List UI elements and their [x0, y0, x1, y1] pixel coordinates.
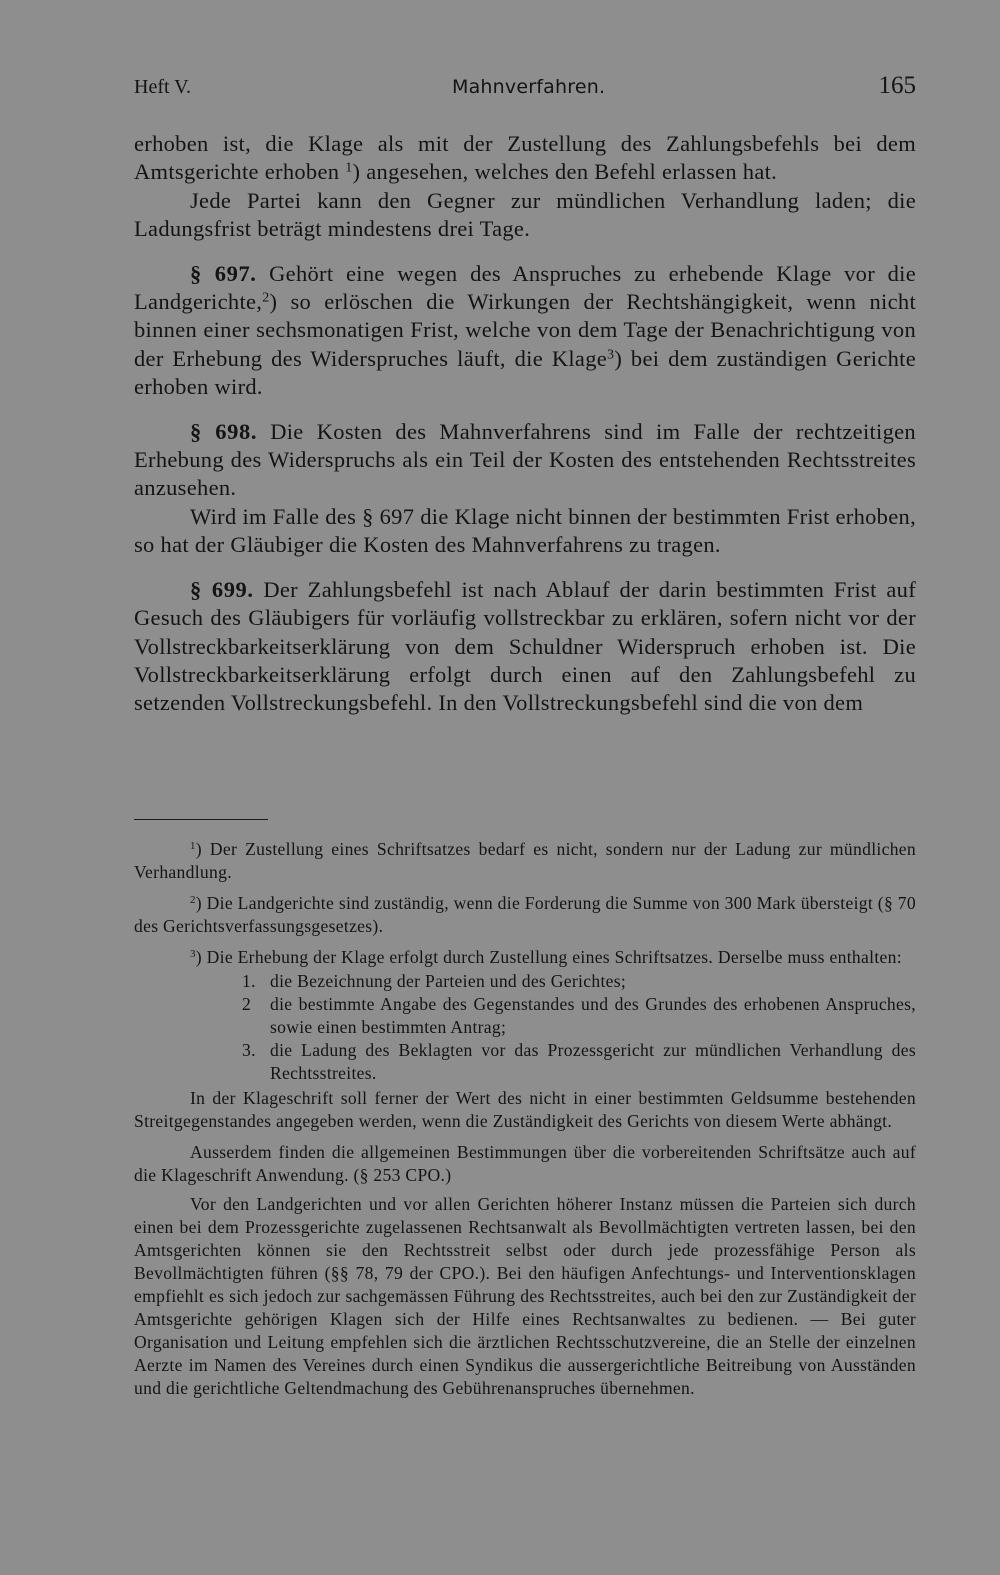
- paragraph: erhoben ist, die Klage als mit der Zustellung des Zahlungsbefehls bei dem Amtsgerichte erhoben $^1$) angesehen, welches den Befehl erlassen hat.: [134, 131, 916, 185]
- header-title: Mahnverfahren.: [452, 76, 606, 98]
- header-issue: Heft V.: [134, 76, 192, 98]
- list-item: 2 die bestimmte Angabe des Gegenstandes und des Grundes des erhobenen Anspruches, sowie einen bestimmten Antrag;: [242, 994, 916, 1037]
- list-item: 3. die Ladung des Beklagten vor das Prozessgericht zur mündlichen Verhandlung des Rechtsstreites.: [242, 1040, 916, 1083]
- footnote-paragraph: In der Klageschrift soll ferner der Wert des nicht in einer bestimmten Geldsumme bestehenden Streitgegenstandes angegeben werden, wenn die Zuständigkeit des Gerichts von diesem Werte abhängt.: [134, 1088, 916, 1131]
- footnote-3: $^3$) Die Erhebung der Klage erfolgt durch Zustellung eines Schriftsatzes. Derselbe muss enthalten:: [190, 947, 902, 967]
- footnote-ref: 3: [607, 347, 615, 363]
- footnote-ref: 2: [262, 290, 270, 306]
- section-698: § 698. Die Kosten des Mahnverfahrens sind im Falle der rechtzeitigen Erhebung des Widerspruchs als ein Teil der Kosten des entstehenden Rechtsstreites anzusehen.: [134, 418, 916, 501]
- section-number: § 699.: [190, 576, 254, 602]
- running-header: [134, 72, 916, 104]
- section-697: § 697. Gehört eine wegen des Anspruches zu erhebende Klage vor die Landgerichte,$^2$) so erlöschen die Wirkungen der Rechtshängigkeit, wenn nicht binnen einer sechsmonatigen Frist, welche von dem Tage der Benachrichtigung von der Erhebung des Widerspruches läuft, die Klage$^3$) bei dem zuständigen Gerichte erhoben wird.: [134, 260, 916, 400]
- paragraph: Jede Partei kann den Gegner zur mündlichen Verhandlung laden; die Ladungsfrist beträgt mindestens drei Tage.: [134, 187, 916, 242]
- section-699: § 699. Der Zahlungsbefehl ist nach Ablauf der darin bestimmten Frist auf Gesuch des Gläubigers für vorläufig vollstreckbar zu erklären, sofern nicht vor der Vollstreckbarkeitserklärung von dem Schuldner Widerspruch erhoben ist. Die Vollstreckbarkeitserklärung erfolgt durch einen auf den Zahlungsbefehl zu setzenden Vollstreckungsbefehl. In den Vollstreckungsbefehl sind die von dem: [134, 576, 916, 716]
- section-number: § 697.: [190, 260, 257, 286]
- footnote-2: $^2$) Die Landgerichte sind zuständig, wenn die Forderung die Summe von 300 Mark übersteigt (§ 70 des Gerichtsverfassungsgesetzes).: [134, 893, 916, 936]
- footnotes: [134, 838, 916, 1400]
- footnote-list: [134, 970, 916, 1085]
- footnote-paragraph: Vor den Landgerichten und vor allen Gerichten höherer Instanz müssen die Parteien sich durch einen bei dem Prozessgerichte zugelassenen Rechtsanwalt als Bevollmächtigten vertreten lassen, bei den Amtsgerichten können sie den Rechtsstreit selbst oder durch jede prozessfähige Person als Bevollmächtigten führen (§§ 78, 79 der CPO.). Bei den häufigen Anfechtungs- und Interventionsklagen empfiehlt es sich jedoch zur sachgemässen Führung des Rechtsstreites, auch bei den zur Zuständigkeit der Amtsgerichte gehörigen Klagen sich der Hilfe eines Rechtsanwaltes zu bedienen. — Bei guter Organisation und Leitung empfehlen sich die ärztlichen Rechtsschutzvereine, die an Stelle der einzelnen Aerzte im Namen des Vereines durch einen Syndikus die aussergerichtliche Beitreibung von Ausständen und die gerichtliche Geltendmachung des Gebührenanspruches übernehmen.: [134, 1194, 916, 1398]
- paragraph: Wird im Falle des § 697 die Klage nicht binnen der bestimmten Frist erhoben, so hat der Gläubiger die Kosten des Mahnverfahrens zu tragen.: [134, 503, 916, 558]
- footnote-paragraph: Ausserdem finden die allgemeinen Bestimmungen über die vorbereitenden Schriftsätze auch auf die Klageschrift Anwendung. (§ 253 CPO.): [134, 1142, 916, 1185]
- page-number: 165: [878, 72, 916, 99]
- main-text: [134, 130, 916, 718]
- footnote-ref: 1: [345, 160, 353, 176]
- list-item: 1. die Bezeichnung der Parteien und des Gerichtes;: [242, 971, 627, 991]
- section-number: § 698.: [190, 418, 258, 444]
- footnote-1: $^1$) Der Zustellung eines Schriftsatzes bedarf es nicht, sondern nur der Ladung zur mündlichen Verhandlung.: [134, 839, 916, 882]
- footnote-separator: [134, 819, 268, 820]
